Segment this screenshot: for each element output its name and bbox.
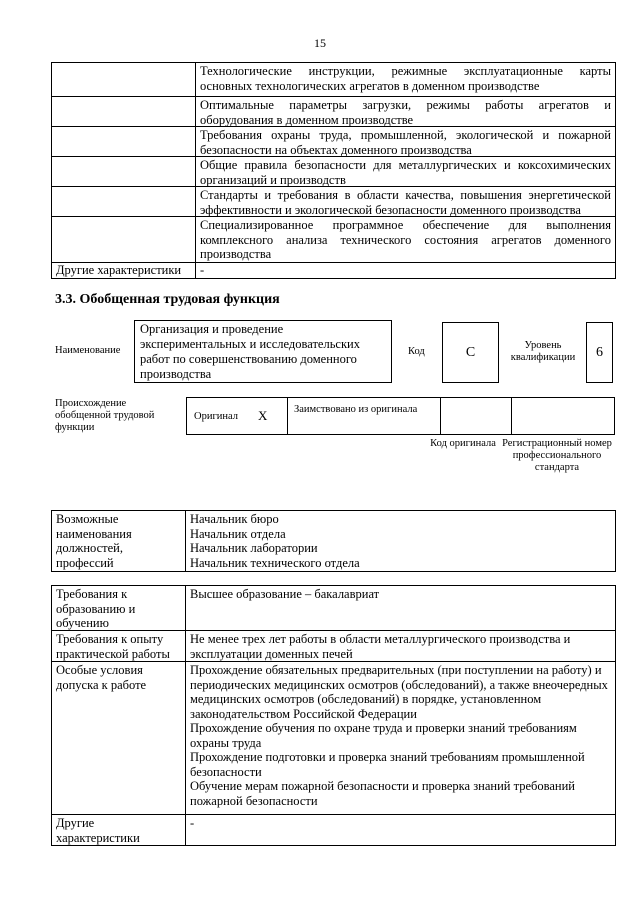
position-item: Начальник технического отдела bbox=[190, 555, 360, 570]
row-label bbox=[52, 217, 196, 262]
condition-item: Прохождение обучения по охране труда и проверки знаний требованиям охраны труда bbox=[190, 721, 577, 750]
borrowed-label: Заимствовано из оригинала bbox=[288, 398, 441, 434]
row-value: Технологические инструкции, режимные эксплуатационные карты основных технологических агрегатов в доменном производстве bbox=[200, 64, 611, 93]
row-value: Стандарты и требования в области качества, повышения энергетической эффективности и экологической безопасности доменного производства bbox=[200, 188, 611, 217]
table-row bbox=[52, 186, 615, 216]
section-title: 3.3. Обобщенная трудовая функция bbox=[55, 292, 280, 307]
row-value: Оптимальные параметры загрузки, режимы работы агрегатов и оборудования в доменном производстве bbox=[200, 98, 611, 127]
table-row bbox=[52, 63, 615, 96]
table-row bbox=[52, 630, 615, 661]
level-box bbox=[586, 322, 613, 383]
condition-item: Обучение мерам пожарной безопасности и проверка знаний требований пожарной безопасности bbox=[190, 779, 575, 808]
table-row bbox=[52, 511, 615, 571]
table-row bbox=[52, 96, 615, 126]
row-label bbox=[52, 63, 196, 96]
level-label: Уровень квалификации bbox=[510, 340, 576, 363]
table-row bbox=[52, 661, 615, 814]
row-label: Особые условия допуска к работе bbox=[52, 662, 186, 814]
requirements-table bbox=[51, 585, 616, 846]
code-label: Код bbox=[408, 346, 425, 357]
row-label: Требования к образованию и обучению bbox=[52, 586, 186, 630]
table-row bbox=[52, 586, 615, 630]
name-box bbox=[134, 320, 392, 383]
row-value: - bbox=[190, 816, 195, 830]
origin-box bbox=[186, 397, 615, 435]
row-value: Требования охраны труда, промышленной, экологической и пожарной безопасности на объектах доменного производства bbox=[200, 128, 611, 157]
row-value: Специализированное программное обеспечение для выполнения комплексного анализа технического состояния агрегатов доменного производства bbox=[200, 218, 611, 261]
row-label bbox=[52, 127, 196, 156]
original-mark: X bbox=[258, 408, 268, 423]
original-label: Оригинал bbox=[194, 410, 238, 422]
table-row bbox=[52, 216, 615, 262]
original-cell bbox=[187, 398, 288, 434]
name-label: Наименование bbox=[55, 345, 121, 356]
position-item: Начальник отдела bbox=[190, 526, 286, 541]
code-original-label: Код оригинала bbox=[430, 438, 496, 449]
reg-number-cell bbox=[512, 398, 614, 434]
row-label: Требования к опыту практической работы bbox=[52, 631, 186, 661]
condition-item: Прохождение подготовки и проверка знаний требованиям промышленной безопасности bbox=[190, 750, 585, 779]
table-row bbox=[52, 126, 615, 156]
row-value: Общие правила безопасности для металлургических и коксохимических организаций и производств bbox=[200, 158, 611, 187]
reg-number-label: Регистрационный номер профессионального стандарта bbox=[502, 438, 612, 473]
level-value: 6 bbox=[596, 345, 603, 360]
table-row bbox=[52, 262, 615, 278]
function-name: Организация и проведение экспериментальных и исследовательских работ по совершенствованию доменного производства bbox=[140, 322, 360, 381]
row-label bbox=[52, 187, 196, 216]
row-value: - bbox=[200, 263, 205, 277]
row-label bbox=[52, 97, 196, 126]
row-value: Не менее трех лет работы в области металлургического производства и эксплуатации доменных печей bbox=[190, 632, 571, 661]
positions-list bbox=[186, 511, 615, 571]
position-item: Начальник лаборатории bbox=[190, 541, 318, 555]
positions-label: Возможные наименования должностей, профессий bbox=[52, 511, 186, 571]
row-value bbox=[186, 662, 615, 814]
page-number: 15 bbox=[314, 36, 326, 50]
row-label: Другие характеристики bbox=[52, 815, 186, 845]
table-row bbox=[52, 814, 615, 845]
knowledge-table bbox=[51, 62, 616, 279]
code-value: C bbox=[465, 345, 476, 360]
position-item: Начальник бюро bbox=[190, 512, 279, 526]
row-label bbox=[52, 157, 196, 186]
condition-item: Прохождение обязательных предварительных (при поступлении на работу) и периодических медицинских осмотров (обследований), а также внеочередных медицинских осмотров (обследований) в порядке, установленном законодательством Российской Федерации bbox=[190, 663, 608, 721]
code-box bbox=[442, 322, 499, 383]
row-label: Другие характеристики bbox=[52, 263, 196, 278]
positions-table bbox=[51, 510, 616, 572]
code-original-cell bbox=[441, 398, 512, 434]
origin-label: Происхождение обобщенной трудовой функции bbox=[55, 398, 155, 433]
table-row bbox=[52, 156, 615, 186]
row-value: Высшее образование – бакалавриат bbox=[190, 587, 380, 601]
